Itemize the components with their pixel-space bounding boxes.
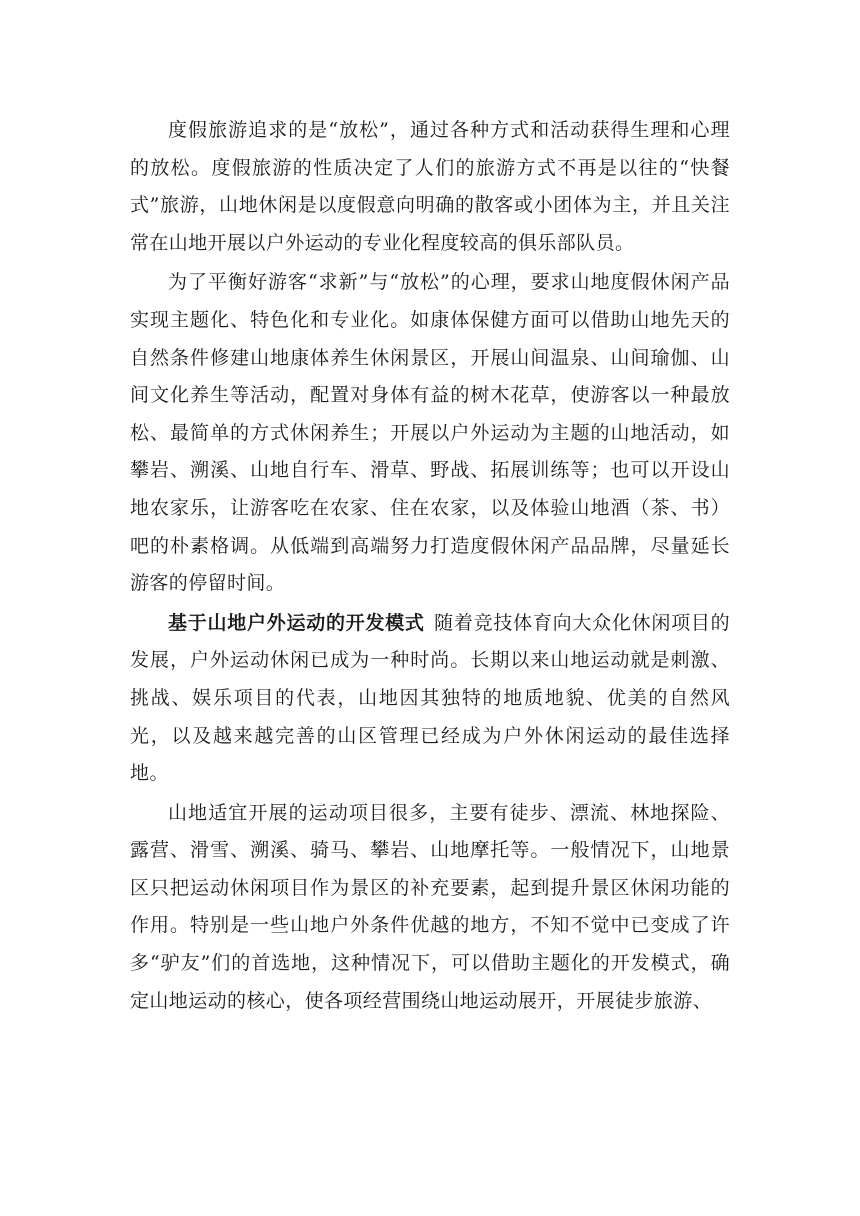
paragraph-2-text: 为了平衡好游客“求新”与“放松”的心理，要求山地度假休闲产品实现主题化、特色化和专业化。如康体保健方面可以借助山地先天的自然条件修建山地康体养生休闲景区，开展山间温泉、山间瑜伽、山间文化养生等活动，配置对身体有益的树木花草，使游客以一种最放松、最简单的方式休闲养生；开展以户外运动为主题的山地活动，如攀岩、溯溪、山地自行车、滑草、野战、拓展训练等；也可以开设山地农家乐，让游客吃在农家、住在农家，以及体验山地酒（茶、书）吧的朴素格调。从低端到高端努力打造度假休闲产品品牌，尽量延长游客的停留时间。: [130, 271, 730, 595]
paragraph-3: [130, 605, 730, 793]
section-heading-inline: 基于山地户外运动的开发模式: [168, 611, 425, 634]
paragraph-4-text: 山地适宜开展的运动项目很多，主要有徒步、漂流、林地探险、露营、滑雪、溯溪、骑马、攀岩、山地摩托等。一般情况下，山地景区只把运动休闲项目作为景区的补充要素，起到提升景区休闲功能的作用。特别是一些山地户外条件优越的地方，不知不觉中已变成了许多“驴友”们的首选地，这种情况下，可以借助主题化的开发模式，确定山地运动的核心，使各项经营围绕山地运动展开，开展徒步旅游、: [130, 801, 730, 1012]
paragraph-4: [130, 795, 730, 1021]
paragraph-1-text: 度假旅游追求的是“放松”，通过各种方式和活动获得生理和心理的放松。度假旅游的性质决定了人们的旅游方式不再是以往的“快餐式”旅游，山地休闲是以度假意向明确的散客或小团体为主，并且关注常在山地开展以户外运动的专业化程度较高的俱乐部队员。: [130, 119, 730, 254]
document-body: [130, 112, 730, 1022]
paragraph-1: [130, 112, 730, 262]
paragraph-2: [130, 264, 730, 602]
paragraph-3-text: 随着竞技体育向大众化休闲项目的发展，户外运动休闲已成为一种时尚。长期以来山地运动就是刺激、挑战、娱乐项目的代表，山地因其独特的地质地貌、优美的自然风光，以及越来越完善的山区管理已经成为户外休闲运动的最佳选择地。: [130, 611, 730, 785]
